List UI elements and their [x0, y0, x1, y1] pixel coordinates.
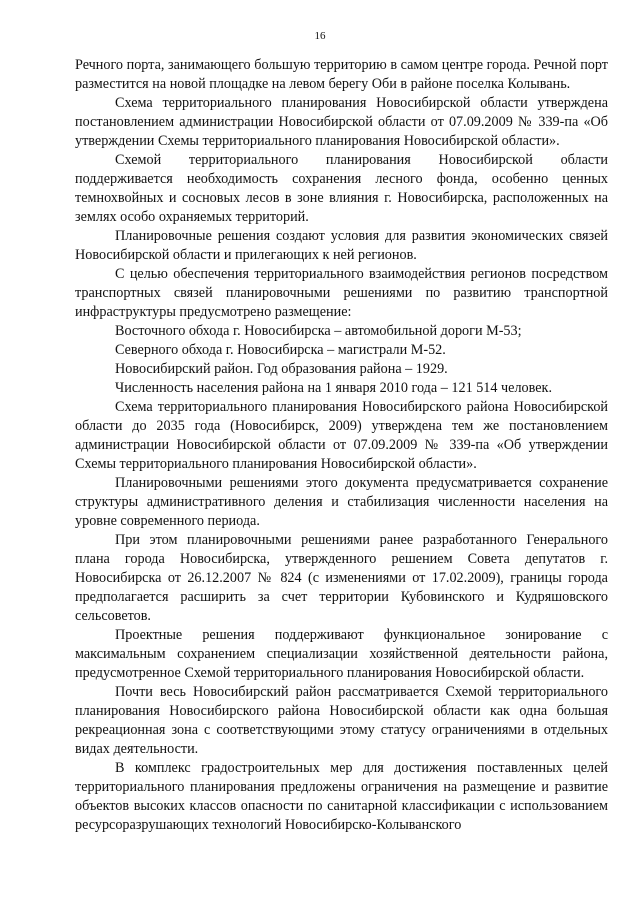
- paragraph: При этом планировочными решениями ранее разработанного Генерального плана города Новосибирска, утвержденного решением Совета депутатов г. Новосибирска от 26.12.2007 № 824 (с изменениями от 17.02.2009), границы города предполагается расширить за счет территории Кубовинского и Кудряшовского сельсоветов.: [75, 532, 608, 624]
- list-item: Северного обхода г. Новосибирска – магистрали М-52.: [115, 342, 446, 358]
- paragraph: Планировочные решения создают условия для развития экономических связей Новосибирской области и прилегающих к ней регионов.: [75, 228, 608, 263]
- paragraph: Численность населения района на 1 января 2010 года – 121 514 человек.: [115, 380, 552, 396]
- list-item: Восточного обхода г. Новосибирска – автомобильной дороги М-53;: [115, 323, 522, 339]
- paragraph: Проектные решения поддерживают функциональное зонирование с максимальным сохранением специализации хозяйственной деятельности района, предусмотренное Схемой территориального планирования Новосибирской области.: [75, 627, 608, 681]
- paragraph: Речного порта, занимающего большую территорию в самом центре города. Речной порт разместится на новой площадке на левом берегу Оби в районе поселка Колывань.: [75, 57, 608, 92]
- paragraph: Новосибирский район. Год образования района – 1929.: [115, 361, 448, 377]
- paragraph: Схема территориального планирования Новосибирского района Новосибирской области до 2035 года (Новосибирск, 2009) утверждена тем же постановлением администрации Новосибирской области от 07.09.2009 № 339-па «Об утверждении Схемы территориального планирования Новосибирской области».: [75, 399, 608, 472]
- paragraph: Схемой территориального планирования Новосибирской области поддерживается необходимость сохранения лесного фонда, особенно ценных темнохвойных и сосновых лесов в зоне влияния г. Новосибирска, расположенных на землях особо охраняемых территорий.: [75, 152, 608, 225]
- paragraph: Планировочными решениями этого документа предусматривается сохранение структуры административного деления и стабилизация численности населения на уровне современного периода.: [75, 475, 608, 529]
- paragraph: Почти весь Новосибирский район рассматривается Схемой территориального планирования Новосибирского района Новосибирской области как одна большая рекреационная зона с соответствующими этому статусу ограничениями в отдельных видах деятельности.: [75, 684, 608, 757]
- paragraph: С целью обеспечения территориального взаимодействия регионов посредством транспортных связей планировочными решениями по развитию транспортной инфраструктуры предусмотрено размещение:: [75, 266, 608, 320]
- paragraph: Схема территориального планирования Новосибирской области утверждена постановлением администрации Новосибирской области от 07.09.2009 № 339-па «Об утверждении Схемы территориального планирования Новосибирской области».: [75, 95, 608, 149]
- paragraph: В комплекс градостроительных мер для достижения поставленных целей территориального планирования предложены ограничения на размещение и развитие объектов высоких классов опасности по санитарной классификации с использованием ресурсоразрушающих технологий Новосибирско-Колыванского: [75, 760, 608, 833]
- body-text: [75, 56, 608, 835]
- page-number: 16: [314, 30, 326, 42]
